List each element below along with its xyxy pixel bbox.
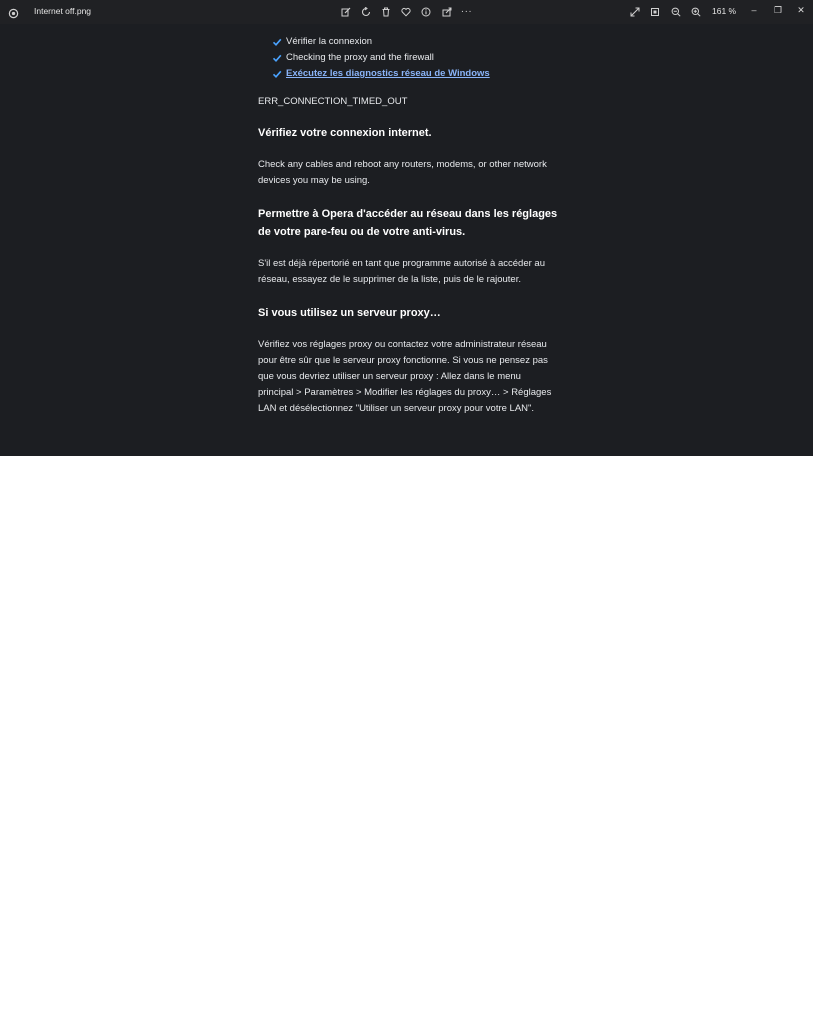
rotate-icon[interactable] (359, 5, 372, 18)
checkmark-icon (272, 53, 282, 63)
section-heading-connection: Vérifiez votre connexion internet. (258, 127, 432, 139)
edit-icon[interactable] (339, 5, 352, 18)
list-item (272, 50, 558, 66)
section-body-connection: Check any cables and reboot any routers, modems, or other network devices you may be using. (258, 159, 547, 186)
favorite-icon[interactable] (399, 5, 412, 18)
fit-icon[interactable] (648, 5, 661, 18)
section-body-firewall: S'il est déjà répertorié en tant que programme autorisé à accéder au réseau, essayez de le supprimer de la liste, puis de le rajouter. (258, 258, 545, 285)
zoom-in-icon[interactable] (689, 5, 702, 18)
suggestion-list (258, 34, 558, 82)
close-button[interactable]: ✕ (797, 4, 805, 15)
app-icon (8, 6, 19, 17)
restore-button[interactable]: ❐ (773, 4, 783, 15)
list-item (272, 34, 558, 50)
zoom-level[interactable]: 161 % (712, 6, 737, 16)
section-heading-firewall: Permettre à Opera d'accéder au réseau dans les réglages de votre pare-feu ou de votre anti-virus. (258, 208, 558, 238)
suggestion-text: Checking the proxy and the firewall (286, 52, 434, 63)
suggestion-text: Vérifier la connexion (286, 36, 373, 47)
network-diagnostics-link[interactable]: Exécutez les diagnostics réseau de Windows (286, 68, 490, 79)
info-icon[interactable] (419, 5, 432, 18)
section-body-proxy: Vérifiez vos réglages proxy ou contactez votre administrateur réseau pour être sûr que le serveur proxy fonctionne. Si vous ne pensez pas que vous devriez utiliser un serveur proxy : Allez dans le menu principal > Paramètres > Modifier les réglages du proxy… > Réglages LAN et désélectionnez "Utiliser un serveur proxy pour votre LAN". (258, 339, 552, 414)
delete-icon[interactable] (379, 5, 392, 18)
file-name: Internet off.png (34, 6, 92, 16)
checkmark-icon (272, 37, 282, 47)
section-heading-proxy: Si vous utilisez un serveur proxy… (258, 307, 441, 319)
blank-area (0, 456, 813, 1024)
minimize-button[interactable]: – (751, 5, 757, 15)
fullscreen-icon[interactable] (628, 5, 641, 18)
list-item (272, 66, 558, 82)
more-icon[interactable]: ··· (460, 5, 473, 17)
title-bar (0, 0, 813, 24)
image-viewer-window (0, 0, 813, 456)
share-icon[interactable] (440, 5, 453, 18)
checkmark-icon (272, 69, 282, 79)
zoom-out-icon[interactable] (669, 5, 682, 18)
error-page-content (258, 34, 558, 417)
error-code: ERR_CONNECTION_TIMED_OUT (258, 96, 408, 107)
